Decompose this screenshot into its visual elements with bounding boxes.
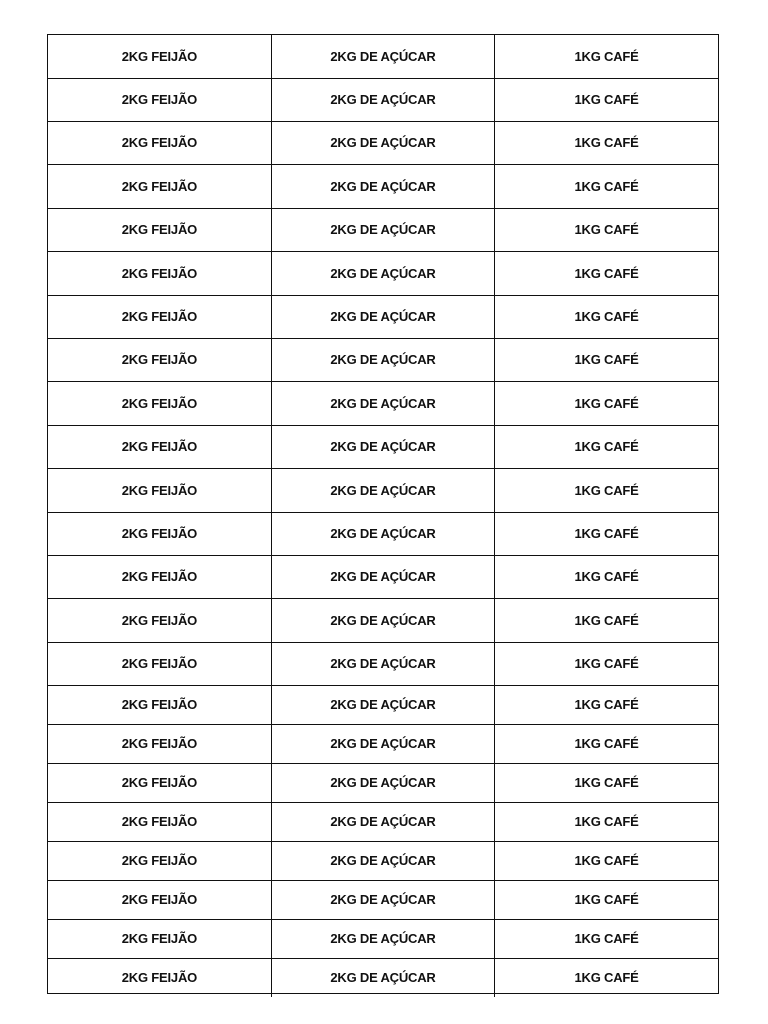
acucar-label: 2KG DE AÇÚCAR	[271, 251, 494, 295]
feijao-label: 2KG FEIJÃO	[48, 555, 271, 598]
label-rows	[48, 35, 718, 997]
cafe-label: 1KG CAFÉ	[495, 685, 718, 724]
acucar-label: 2KG DE AÇÚCAR	[271, 763, 494, 802]
label-row	[48, 919, 718, 958]
cafe-label: 1KG CAFÉ	[495, 763, 718, 802]
cafe-label: 1KG CAFÉ	[495, 251, 718, 295]
acucar-label: 2KG DE AÇÚCAR	[271, 802, 494, 841]
label-row	[48, 381, 718, 425]
label-row	[48, 78, 718, 121]
cafe-label: 1KG CAFÉ	[495, 802, 718, 841]
label-row	[48, 555, 718, 598]
acucar-label: 2KG DE AÇÚCAR	[271, 208, 494, 251]
cafe-label: 1KG CAFÉ	[495, 338, 718, 381]
cafe-label: 1KG CAFÉ	[495, 208, 718, 251]
cafe-label: 1KG CAFÉ	[495, 724, 718, 763]
feijao-label: 2KG FEIJÃO	[48, 208, 271, 251]
acucar-label: 2KG DE AÇÚCAR	[271, 512, 494, 555]
acucar-label: 2KG DE AÇÚCAR	[271, 598, 494, 642]
acucar-label: 2KG DE AÇÚCAR	[271, 381, 494, 425]
feijao-label: 2KG FEIJÃO	[48, 919, 271, 958]
cafe-label: 1KG CAFÉ	[495, 958, 718, 997]
label-row	[48, 802, 718, 841]
label-row	[48, 468, 718, 512]
label-row	[48, 164, 718, 208]
cafe-label: 1KG CAFÉ	[495, 164, 718, 208]
label-row	[48, 338, 718, 381]
acucar-label: 2KG DE AÇÚCAR	[271, 121, 494, 164]
acucar-label: 2KG DE AÇÚCAR	[271, 555, 494, 598]
feijao-label: 2KG FEIJÃO	[48, 338, 271, 381]
label-row	[48, 724, 718, 763]
acucar-label: 2KG DE AÇÚCAR	[271, 425, 494, 468]
acucar-label: 2KG DE AÇÚCAR	[271, 164, 494, 208]
label-row	[48, 35, 718, 78]
feijao-label: 2KG FEIJÃO	[48, 841, 271, 880]
feijao-label: 2KG FEIJÃO	[48, 468, 271, 512]
acucar-label: 2KG DE AÇÚCAR	[271, 338, 494, 381]
acucar-label: 2KG DE AÇÚCAR	[271, 295, 494, 338]
feijao-label: 2KG FEIJÃO	[48, 251, 271, 295]
cafe-label: 1KG CAFÉ	[495, 841, 718, 880]
feijao-label: 2KG FEIJÃO	[48, 642, 271, 685]
feijao-label: 2KG FEIJÃO	[48, 958, 271, 997]
cafe-label: 1KG CAFÉ	[495, 121, 718, 164]
label-row	[48, 598, 718, 642]
label-row	[48, 958, 718, 997]
acucar-label: 2KG DE AÇÚCAR	[271, 724, 494, 763]
cafe-label: 1KG CAFÉ	[495, 295, 718, 338]
feijao-label: 2KG FEIJÃO	[48, 121, 271, 164]
feijao-label: 2KG FEIJÃO	[48, 880, 271, 919]
feijao-label: 2KG FEIJÃO	[48, 295, 271, 338]
feijao-label: 2KG FEIJÃO	[48, 724, 271, 763]
acucar-label: 2KG DE AÇÚCAR	[271, 685, 494, 724]
cafe-label: 1KG CAFÉ	[495, 642, 718, 685]
cafe-label: 1KG CAFÉ	[495, 35, 718, 78]
label-row	[48, 425, 718, 468]
label-row	[48, 121, 718, 164]
acucar-label: 2KG DE AÇÚCAR	[271, 35, 494, 78]
label-row	[48, 251, 718, 295]
feijao-label: 2KG FEIJÃO	[48, 598, 271, 642]
feijao-label: 2KG FEIJÃO	[48, 425, 271, 468]
cafe-label: 1KG CAFÉ	[495, 381, 718, 425]
cafe-label: 1KG CAFÉ	[495, 425, 718, 468]
label-row	[48, 763, 718, 802]
cafe-label: 1KG CAFÉ	[495, 468, 718, 512]
acucar-label: 2KG DE AÇÚCAR	[271, 880, 494, 919]
labels-table	[48, 35, 718, 997]
cafe-label: 1KG CAFÉ	[495, 880, 718, 919]
feijao-label: 2KG FEIJÃO	[48, 802, 271, 841]
feijao-label: 2KG FEIJÃO	[48, 685, 271, 724]
feijao-label: 2KG FEIJÃO	[48, 78, 271, 121]
label-row	[48, 295, 718, 338]
cafe-label: 1KG CAFÉ	[495, 598, 718, 642]
acucar-label: 2KG DE AÇÚCAR	[271, 78, 494, 121]
label-row	[48, 685, 718, 724]
acucar-label: 2KG DE AÇÚCAR	[271, 468, 494, 512]
feijao-label: 2KG FEIJÃO	[48, 512, 271, 555]
feijao-label: 2KG FEIJÃO	[48, 763, 271, 802]
cafe-label: 1KG CAFÉ	[495, 78, 718, 121]
label-row	[48, 642, 718, 685]
label-row	[48, 208, 718, 251]
acucar-label: 2KG DE AÇÚCAR	[271, 958, 494, 997]
acucar-label: 2KG DE AÇÚCAR	[271, 919, 494, 958]
feijao-label: 2KG FEIJÃO	[48, 381, 271, 425]
feijao-label: 2KG FEIJÃO	[48, 164, 271, 208]
cafe-label: 1KG CAFÉ	[495, 919, 718, 958]
label-row	[48, 512, 718, 555]
acucar-label: 2KG DE AÇÚCAR	[271, 642, 494, 685]
cafe-label: 1KG CAFÉ	[495, 555, 718, 598]
label-row	[48, 841, 718, 880]
cafe-label: 1KG CAFÉ	[495, 512, 718, 555]
label-sheet	[47, 34, 719, 994]
label-row	[48, 880, 718, 919]
acucar-label: 2KG DE AÇÚCAR	[271, 841, 494, 880]
feijao-label: 2KG FEIJÃO	[48, 35, 271, 78]
